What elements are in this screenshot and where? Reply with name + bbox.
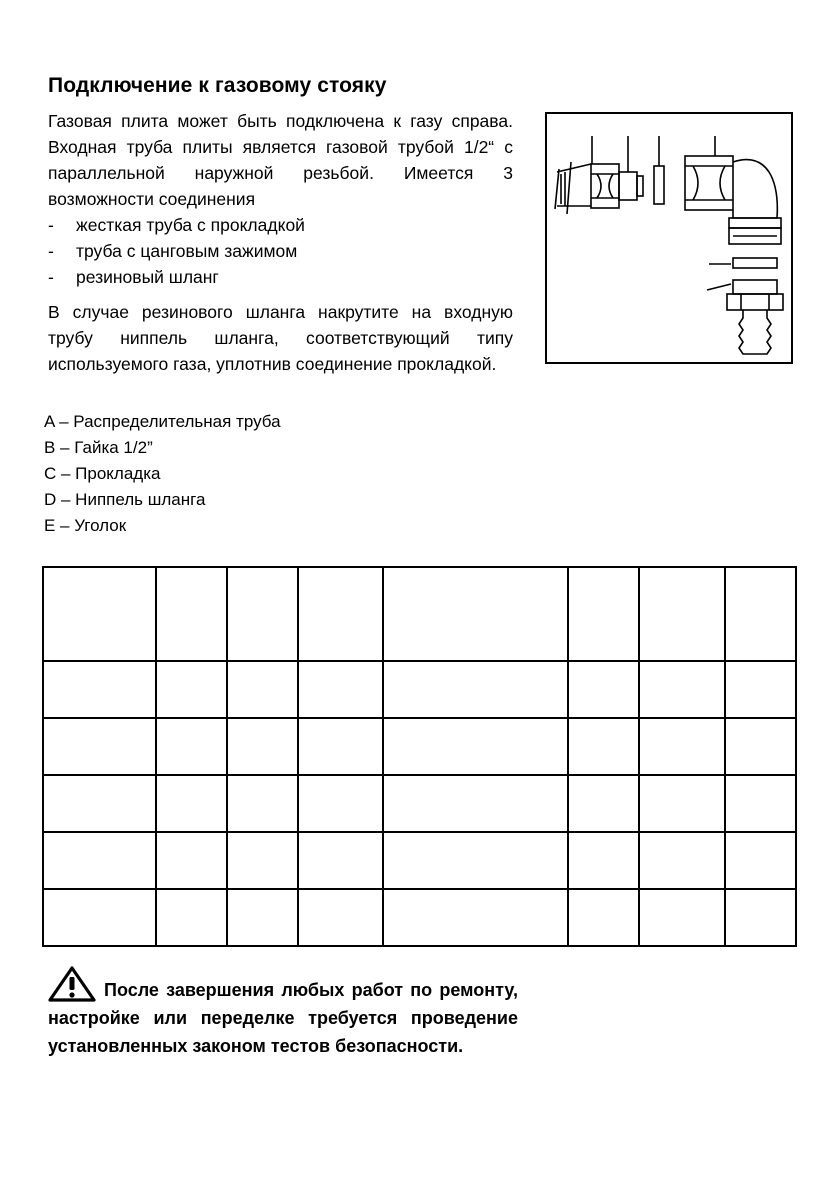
legend-item: C – Прокладка [44,464,161,483]
table-cell [298,661,383,718]
table-cell [725,567,796,661]
table-cell [43,889,156,946]
table-cell [383,718,568,775]
table-cell [383,567,568,661]
table-cell [639,832,725,889]
table-cell [568,661,639,718]
table-cell [568,889,639,946]
warning-triangle-icon [48,966,96,1002]
legend-item: E – Уголок [44,516,127,535]
table-cell [639,718,725,775]
safety-warning [48,966,518,1060]
connection-options-list [48,212,513,290]
table-cell [298,889,383,946]
empty-table [42,566,797,947]
table-cell [298,832,383,889]
table-cell [383,661,568,718]
list-item: - резиновый шланг [48,267,219,287]
table-cell [156,718,227,775]
table-cell [227,661,298,718]
legend-item: D – Ниппель шланга [44,490,206,509]
legend-item: B – Гайка 1/2” [44,438,153,457]
table-cell [725,661,796,718]
parts-legend [44,409,281,539]
table-cell [383,775,568,832]
table-cell [43,775,156,832]
table-cell [156,889,227,946]
table-row [43,889,796,946]
table-cell [227,889,298,946]
table-cell [568,567,639,661]
list-item: - жесткая труба с прокладкой [48,215,305,235]
table-row [43,832,796,889]
table-cell [298,567,383,661]
page-title: Подключение к газовому стояку [48,74,387,97]
table-row [43,661,796,718]
intro-text [48,108,513,377]
table-cell [156,567,227,661]
table-cell [639,567,725,661]
table-cell [156,775,227,832]
table-cell [725,832,796,889]
table-row [43,718,796,775]
table-cell [639,889,725,946]
pipe-fittings-illustration [547,114,791,362]
table-cell [227,832,298,889]
table-cell [227,718,298,775]
table-cell [639,775,725,832]
table-cell [383,832,568,889]
warning-text: После завершения любых работ по ремонту, настройке или переделке требуется проведение установленных законом тестов безопасности. [48,980,518,1056]
intro-paragraph: Газовая плита может быть подключена к газу справа. Входная труба плиты является газовой трубой 1/2“ с параллельной наружной резьбой. Имеется 3 возможности соединения [48,111,513,209]
table-cell [725,718,796,775]
table-cell [725,775,796,832]
table-row [43,775,796,832]
connection-diagram [545,112,793,364]
table-cell [298,775,383,832]
table-cell [43,567,156,661]
table-cell [43,832,156,889]
hose-paragraph: В случае резинового шланга накрутите на входную трубу ниппель шланга, соответствующий типу используемого газа, уплотнив соединение прокладкой. [48,302,513,374]
table-cell [43,718,156,775]
table-cell [227,775,298,832]
legend-item: A – Распределительная труба [44,412,281,431]
table-cell [383,889,568,946]
table-cell [725,889,796,946]
table-cell [568,775,639,832]
table-cell [639,661,725,718]
table-cell [227,567,298,661]
list-item: - труба с цанговым зажимом [48,241,298,261]
table-cell [156,661,227,718]
table-cell [298,718,383,775]
table-row [43,567,796,661]
table-cell [43,661,156,718]
table-cell [568,718,639,775]
table-cell [568,832,639,889]
table-cell [156,832,227,889]
